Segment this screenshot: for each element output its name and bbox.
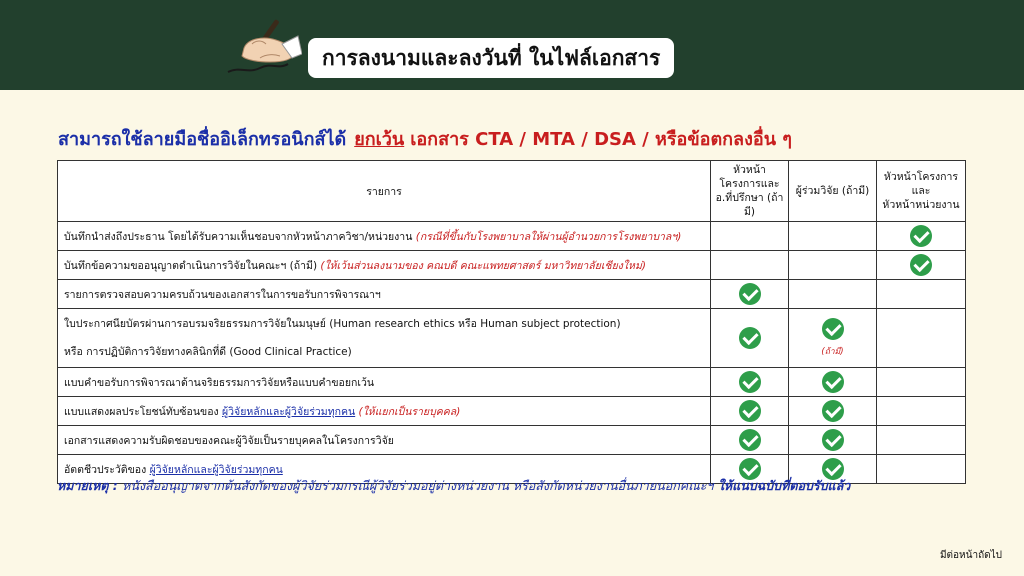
row-item-cell <box>58 397 711 426</box>
next-page-label: มีต่อหน้าถัดไป <box>939 550 1002 561</box>
row-mark-cell-c1 <box>711 368 789 397</box>
row-note: (ให้เว้นส่วนลงนามของ คณบดี คณะแพทยศาสตร์ มหาวิทยาลัยเชียงใหม่) <box>320 259 646 272</box>
row-line-2 <box>64 338 704 366</box>
row-mark-cell-c2 <box>789 397 877 426</box>
table-row <box>58 251 966 280</box>
check-icon <box>910 254 932 276</box>
header-lead-unit-line1: หัวหน้าโครงการและ <box>883 171 959 197</box>
header-lead-unit-line2: หัวหน้าหน่วยงาน <box>882 199 960 211</box>
row-item-cell <box>58 280 711 309</box>
row-mark-cell-c1 <box>711 280 789 309</box>
check-icon <box>739 283 761 305</box>
row-link[interactable]: ผู้วิจัยหลักและผู้วิจัยร่วมทุกคน <box>149 463 283 476</box>
header-lead-unit-head <box>877 161 966 222</box>
row-mark-cell-c2 <box>789 368 877 397</box>
header-bar <box>0 0 1024 90</box>
header-lead-advisor <box>711 161 789 222</box>
row-text: บันทึกข้อความขออนุญาตดำเนินการวิจัยในคณะฯ (ถ้ามี) <box>64 259 318 272</box>
row-mark-cell-c1 <box>711 426 789 455</box>
row-note: (กรณีที่ขึ้นกับโรงพยาบาลให้ผ่านผู้อำนวยการโรงพยาบาลฯ) <box>415 230 682 243</box>
check-icon <box>739 400 761 422</box>
row-mark-cell-c1 <box>711 309 789 368</box>
table-row <box>58 426 966 455</box>
row-mark-cell-c1 <box>711 222 789 251</box>
row-mark-cell-c2 <box>789 251 877 280</box>
row-text: แบบแสดงผลประโยชน์ทับซ้อนของ <box>64 405 219 418</box>
row-item-cell <box>58 251 711 280</box>
check-icon <box>822 429 844 451</box>
check-icon <box>822 371 844 393</box>
row-mark-cell-c2 <box>789 280 877 309</box>
check-icon <box>910 225 932 247</box>
row-mark-cell-c2 <box>789 222 877 251</box>
check-icon <box>822 400 844 422</box>
footnote-body: หนังสืออนุญาตจากต้นสังกัดของผู้วิจัยร่วมกรณีผู้วิจัยร่วมอยู่ต่างหน่วยงาน หรือสังกัดหน่วยงานอื่นภายนอกคณะฯ <box>122 478 714 493</box>
row-link[interactable]: ผู้วิจัยหลักและผู้วิจัยร่วมทุกคน <box>222 405 356 418</box>
check-icon <box>739 429 761 451</box>
row-text: อัตตชีวประวัติของ <box>64 463 147 476</box>
row-mark-cell-c3 <box>877 280 966 309</box>
subtitle-main: สามารถใช้ลายมือชื่ออิเล็กทรอนิกส์ได้ <box>58 129 347 150</box>
row-line-1 <box>64 310 704 338</box>
row-text: บันทึกนำส่งถึงประธาน โดยได้รับความเห็นชอบจากหัวหน้าภาควิชา/หน่วยงาน <box>64 230 413 243</box>
row-text: รายการตรวจสอบความครบถ้วนของเอกสารในการขอรับการพิจารณาฯ <box>64 288 381 301</box>
header-lead-advisor-line1: หัวหน้าโครงการและ <box>719 164 780 190</box>
check-icon <box>739 371 761 393</box>
row-mark-cell-c1 <box>711 397 789 426</box>
row-mark-cell-c3 <box>877 251 966 280</box>
table-row <box>58 280 966 309</box>
table-row <box>58 222 966 251</box>
row-mark-cell-c3 <box>877 368 966 397</box>
row-mark-cell-c3 <box>877 455 966 484</box>
document-table <box>57 160 966 484</box>
header-lead-advisor-line2: อ.ที่ปรึกษา (ถ้ามี) <box>715 192 784 218</box>
row-note: (ให้แยกเป็นรายบุคคล) <box>358 405 461 418</box>
row-mark-cell-c3 <box>877 222 966 251</box>
table-row <box>58 368 966 397</box>
row-item-cell <box>58 309 711 368</box>
row-item-cell <box>58 368 711 397</box>
check-icon <box>739 327 761 349</box>
subtitle <box>58 124 792 153</box>
table-row <box>58 397 966 426</box>
row-mark-cell-c1 <box>711 251 789 280</box>
subtitle-rest: เอกสาร CTA / MTA / DSA / หรือข้อตกลงอื่น ๆ <box>410 129 792 150</box>
row-item-cell <box>58 222 711 251</box>
table-header-row <box>58 161 966 222</box>
if-any-note: (ถ้ามี) <box>821 347 844 357</box>
header-item: รายการ <box>58 161 711 222</box>
row-text: ใบประกาศนียบัตรผ่านการอบรมจริยธรรมการวิจัยในมนุษย์ (Human research ethics หรือ Human subject protection) <box>64 318 621 330</box>
footnote-end: ให้แนบฉบับที่ตอบรับแล้ว <box>717 478 851 493</box>
row-mark-cell-c2 <box>789 426 877 455</box>
row-text: แบบคำขอรับการพิจารณาด้านจริยธรรมการวิจัยหรือแบบคำขอยกเว้น <box>64 376 375 389</box>
subtitle-except: ยกเว้น <box>354 129 405 150</box>
hand-writing-icon <box>222 14 302 80</box>
row-mark-cell-c3 <box>877 397 966 426</box>
footnote <box>57 476 850 496</box>
check-icon <box>822 318 844 340</box>
row-mark-cell-c3 <box>877 309 966 368</box>
page-title: การลงนามและลงวันที่ ในไฟล์เอกสาร <box>308 38 674 78</box>
table-row <box>58 309 966 368</box>
footnote-label: หมายเหตุ : <box>57 478 118 493</box>
row-text: เอกสารแสดงความรับผิดชอบของคณะผู้วิจัยเป็นรายบุคคลในโครงการวิจัย <box>64 434 394 447</box>
row-mark-cell-c3 <box>877 426 966 455</box>
row-text-2: หรือ การปฏิบัติการวิจัยทางคลินิกที่ดี (Good Clinical Practice) <box>64 346 352 358</box>
table-body <box>58 222 966 484</box>
row-mark-cell-c2 <box>789 309 877 368</box>
header-co-researcher: ผู้ร่วมวิจัย (ถ้ามี) <box>789 161 877 222</box>
row-item-cell <box>58 426 711 455</box>
